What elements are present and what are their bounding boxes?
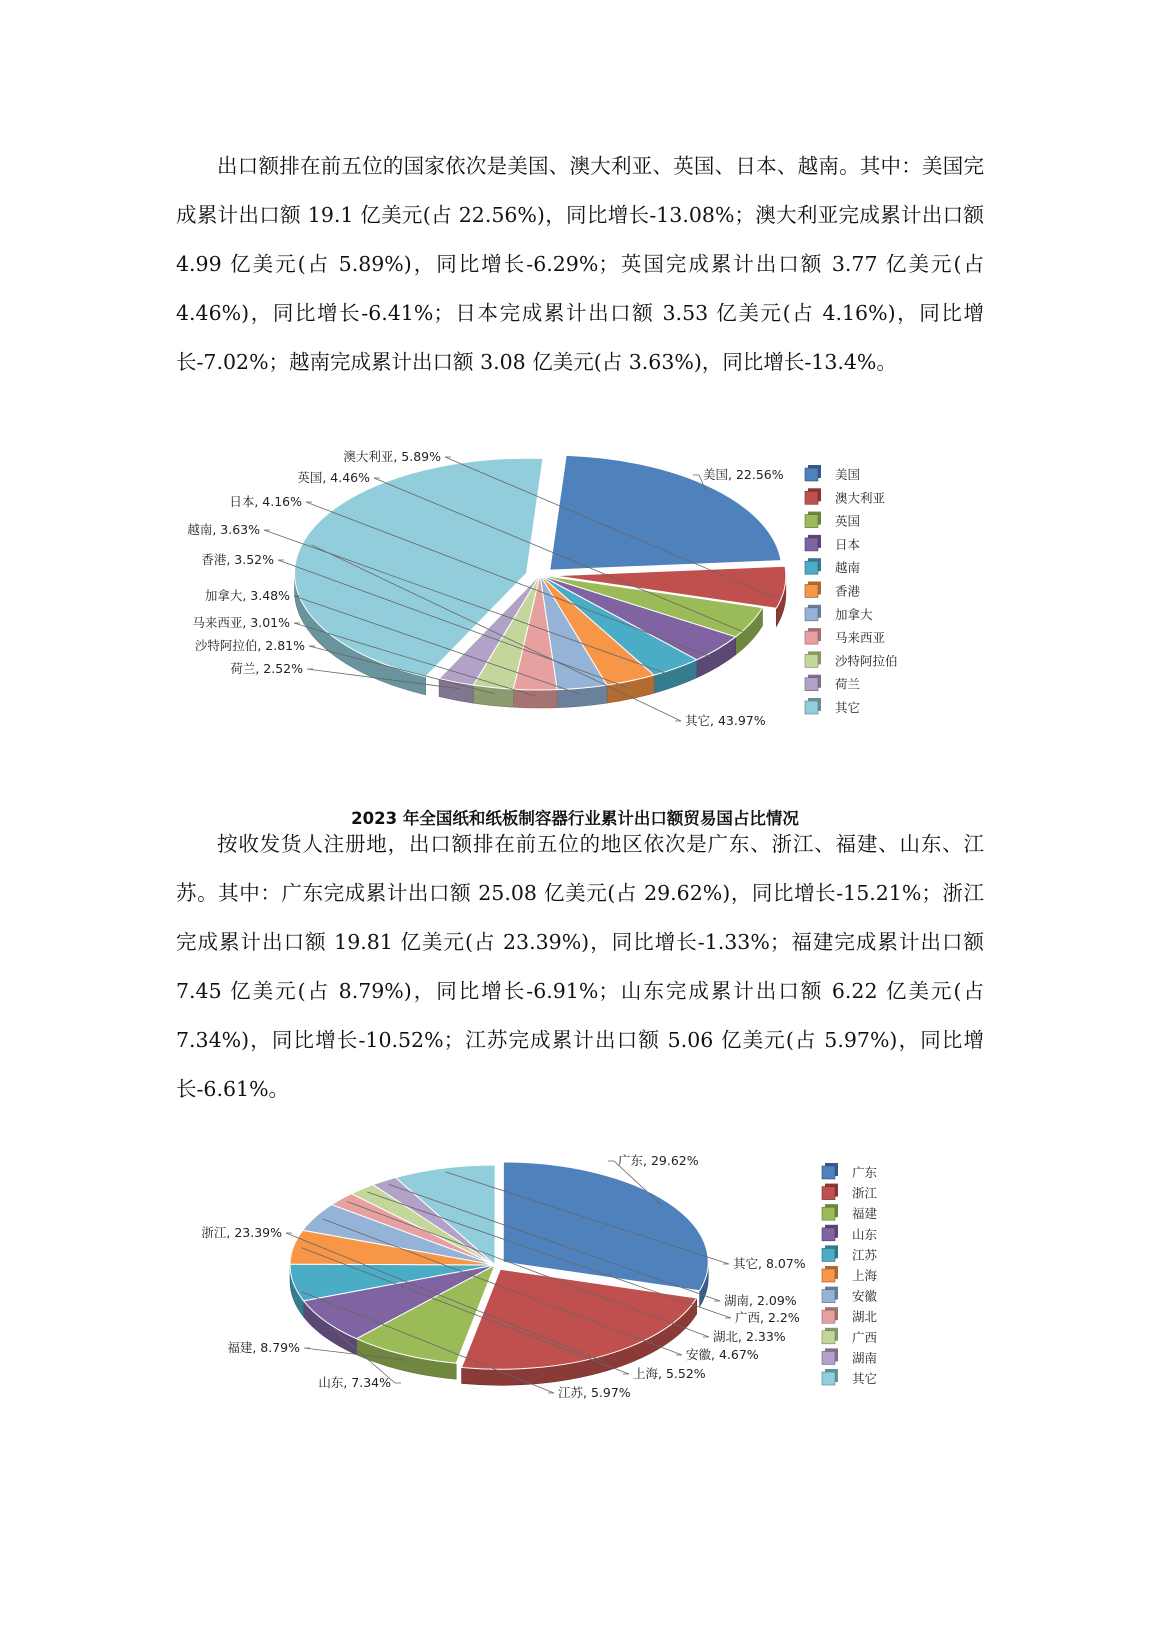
data-label: 荷兰, 2.52% [230, 661, 303, 676]
legend-swatch [805, 561, 818, 574]
legend-label: 英国 [835, 513, 861, 529]
pie-chart-countries [0, 440, 1150, 740]
legend-label: 日本 [835, 536, 861, 552]
data-label: 广东, 29.62% [618, 1153, 699, 1168]
legend-swatch [805, 515, 818, 528]
legend-label: 美国 [835, 467, 861, 482]
legend-label: 加拿大 [835, 606, 873, 622]
legend-swatch [822, 1290, 835, 1303]
legend-swatch [805, 491, 818, 504]
legend-label: 湖北 [852, 1309, 878, 1325]
data-label: 英国, 4.46% [297, 470, 370, 485]
legend-label: 广西 [852, 1329, 878, 1345]
pie-slices [290, 1162, 708, 1385]
data-label: 马来西亚, 3.01% [192, 615, 290, 630]
chart-legend [805, 465, 898, 715]
legend-swatch [822, 1248, 835, 1261]
legend-label: 越南 [835, 560, 861, 576]
pie-chart-regions [0, 1145, 1150, 1415]
legend-swatch [805, 678, 818, 691]
legend-swatch [822, 1310, 835, 1323]
paragraph-countries-text: 出口额排在前五位的国家依次是美国、澳大利亚、英国、日本、越南。其中：美国完成累计出口额 19.1 亿美元(占 22.56%)，同比增长-13.08%；澳大利亚完成累计出口额 4.99 亿美元(占 5.89%)，同比增长-6.29%；英国完成累计出口额 3.77 亿美元(占 4.46%)，同比增长-6.41%；日本完成累计出口额 3.53 亿美元(占 4.16%)，同比增长-7.02%；越南完成累计出口额 3.08 亿美元(占 3.63%)，同比增长-13.4%。 [176, 154, 984, 374]
legend-label: 江苏 [852, 1247, 878, 1263]
legend-swatch [822, 1372, 835, 1385]
pie-slice-side-马来西亚 [513, 689, 557, 708]
legend-swatch [822, 1269, 835, 1282]
legend-swatch [822, 1228, 835, 1241]
legend-swatch [805, 468, 818, 481]
legend-label: 澳大利亚 [835, 490, 886, 506]
data-label: 美国, 22.56% [703, 467, 784, 482]
chart-caption: 2023 年全国纸和纸板制容器行业累计出口额贸易国占比情况 [351, 809, 799, 828]
legend-label: 荷兰 [835, 676, 861, 692]
chart-legend [822, 1163, 878, 1386]
data-label: 越南, 3.63% [187, 522, 260, 537]
data-label: 湖北, 2.33% [713, 1329, 786, 1344]
data-label: 上海, 5.52% [633, 1366, 706, 1381]
pie-slices [295, 455, 786, 708]
legend-label: 福建 [852, 1206, 878, 1222]
data-label: 浙江, 23.39% [201, 1225, 282, 1240]
paragraph-regions-text: 按收发货人注册地，出口额排在前五位的地区依次是广东、浙江、福建、山东、江苏。其中：广东完成累计出口额 25.08 亿美元(占 29.62%)，同比增长-15.21%；浙江完成累计出口额 19.81 亿美元(占 23.39%)，同比增长-1.33%；福建完成累计出口额 7.45 亿美元(占 8.79%)，同比增长-6.91%；山东完成累计出口额 6.22 亿美元(占 7.34%)，同比增长-10.52%；江苏完成累计出口额 5.06 亿美元(占 5.97%)，同比增长-6.61%。 [176, 832, 984, 1101]
legend-swatch [805, 631, 818, 644]
paragraph-regions [176, 820, 984, 1114]
legend-label: 浙江 [852, 1185, 878, 1201]
data-label: 山东, 7.34% [318, 1375, 391, 1390]
legend-label: 其它 [835, 700, 861, 715]
legend-label: 湖南 [852, 1350, 878, 1366]
data-label: 湖南, 2.09% [724, 1293, 797, 1308]
legend-swatch [805, 654, 818, 667]
legend-swatch [822, 1187, 835, 1200]
legend-label: 安徽 [852, 1288, 878, 1304]
legend-label: 沙特阿拉伯 [835, 653, 898, 669]
data-label: 其它, 43.97% [685, 713, 766, 728]
data-label: 江苏, 5.97% [558, 1385, 631, 1400]
data-label: 澳大利亚, 5.89% [343, 449, 441, 464]
legend-label: 其它 [852, 1371, 878, 1386]
legend-swatch [805, 608, 818, 621]
legend-label: 香港 [835, 583, 861, 599]
legend-swatch [822, 1351, 835, 1364]
paragraph-countries [176, 142, 984, 387]
legend-swatch [805, 538, 818, 551]
data-label: 加拿大, 3.48% [204, 588, 290, 603]
legend-swatch [805, 585, 818, 598]
legend-label: 山东 [852, 1226, 878, 1242]
data-label: 福建, 8.79% [227, 1340, 300, 1355]
legend-label: 广东 [852, 1165, 878, 1180]
data-label: 安徽, 4.67% [686, 1347, 759, 1362]
data-label: 香港, 3.52% [201, 552, 274, 567]
legend-label: 马来西亚 [835, 630, 886, 646]
legend-label: 上海 [852, 1268, 878, 1283]
data-label: 其它, 8.07% [733, 1256, 806, 1271]
legend-swatch [822, 1207, 835, 1220]
data-label: 广西, 2.2% [735, 1310, 800, 1325]
legend-swatch [805, 701, 818, 714]
data-label: 日本, 4.16% [229, 494, 302, 509]
legend-swatch [822, 1166, 835, 1179]
legend-swatch [822, 1331, 835, 1344]
data-label: 沙特阿拉伯, 2.81% [194, 638, 305, 653]
